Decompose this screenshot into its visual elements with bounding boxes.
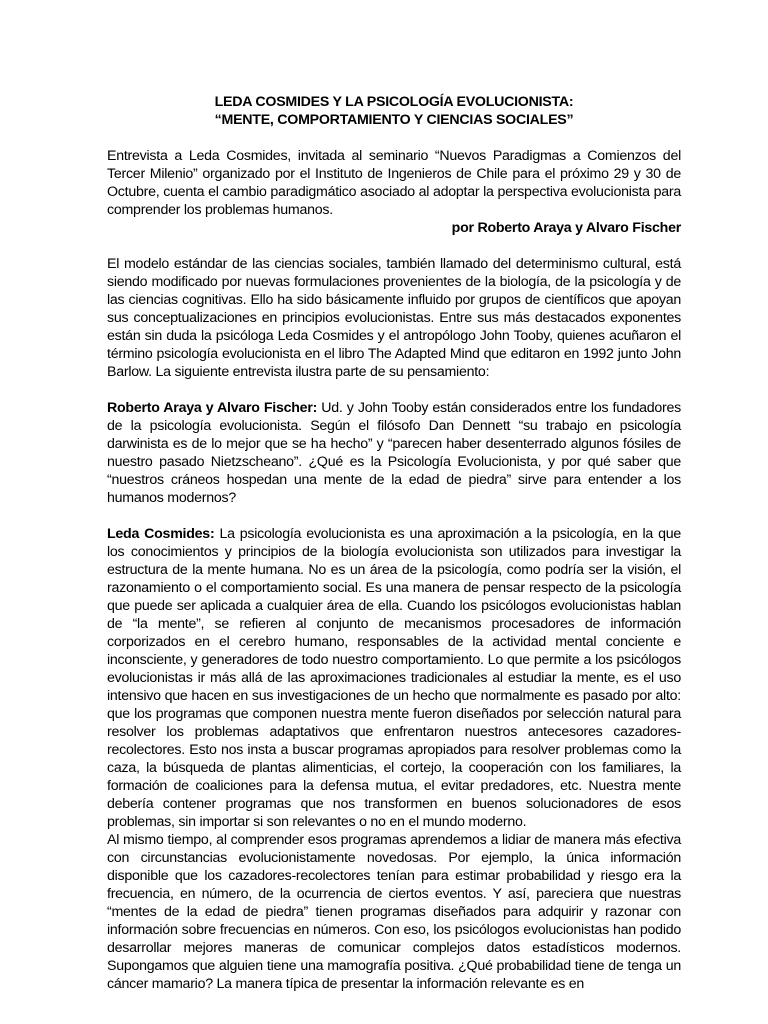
byline: por Roberto Araya y Alvaro Fischer	[451, 220, 681, 236]
title-line-2: “MENTE, COMPORTAMIENTO Y CIENCIAS SOCIALES”	[214, 112, 574, 128]
question-1	[107, 399, 681, 507]
answer-1	[107, 525, 681, 831]
answer-1-speaker: Leda Cosmides:	[107, 526, 215, 542]
intro-paragraph: Entrevista a Leda Cosmides, invitada al seminario “Nuevos Paradigmas a Comienzos del Tercer Milenio” organizado por el Instituto de Ingenieros de Chile para el próximo 29 y 30 de Octubre, cuenta el cambio paradigmático asociado al adoptar la perspectiva evolucionista para comprender los problemas humanos.	[107, 148, 681, 218]
answer-1-continued: Al mismo tiempo, al comprender esos programas aprendemos a lidiar de manera más efectiva con circunstancias evolucionistamente novedosas. Por ejemplo, la única información disponible que los cazadores-recolectores tenían para estimar probabilidad y riesgo era la frecuencia, en número, de la ocurrencia de ciertos eventos. Y así, pareciera que nuestras “mentes de la edad de piedra” tienen programas diseñados para adquirir y razonar con información sobre frecuencias en números. Con eso, los psicólogos evolucionistas han podido desarrollar mejores maneras de comunicar complejos datos estadísticos modernos. Supongamos que alguien tiene una mamografía positiva. ¿Qué probabilidad tiene de tenga un cáncer mamario? La manera típica de presentar la información relevante es en	[107, 832, 681, 992]
answer-1-text: La psicología evolucionista es una aproximación a la psicología, en la que los conocimientos y principios de la biología evolucionista son utilizados para investigar la estructura de la mente humana. No es un área de la psicología, como podría ser la visión, el razonamiento o el comportamiento social. Es una manera de pensar respecto de la psicología que puede ser aplicada a cualquier área de ella. Cuando los psicólogos evolucionistas hablan de “la mente”, se refieren al conjunto de mecanismos procesadores de información corporizados en el cerebro humano, responsables de la actividad mental conciente e inconsciente, y generadores de todo nuestro comportamiento. Lo que permite a los psicólogos evolucionistas ir más allá de las aproximaciones tradicionales al estudiar la mente, es el uso intensivo que hacen en sus investigaciones de un hecho que normalmente es pasado por alto: que los programas que componen nuestra mente fueron diseñados por selección natural para resolver los problemas adaptativos que enfrentaron nuestros antecesores cazadores-recolectores. Esto nos insta a buscar programas apropiados para resolver problemas como la caza, la búsqueda de plantas alimenticias, el cortejo, la cooperación con los familiares, la formación de coaliciones para la defensa mutua, el evitar predadores, etc. Nuestra mente debería contener programas que nos transformen en buenos solucionadores de esos problemas, sin importar si son relevantes o no en el mundo moderno.	[107, 526, 682, 830]
question-1-text: Ud. y John Tooby están considerados entre los fundadores de la psicología evolucionista. Según el filósofo Dan Dennett “su trabajo en psicología darwinista es de lo mejor que se ha hecho” y “parecen haber desenterrado algunos fósiles de nuestro pasado Nietzscheano”. ¿Qué es la Psicología Evolucionista, y por qué saber que “nuestros cráneos hospedan una mente de la edad de piedra” sirve para entender a los humanos modernos?	[107, 400, 682, 506]
paragraph-1: El modelo estándar de las ciencias sociales, también llamado del determinismo cultural, está siendo modificado por nuevas formulaciones provenientes de la biología, de la psicología y de las ciencias cognitivas. Ello ha sido básicamente influido por grupos de científicos que apoyan sus conceptualizaciones en principios evolucionistas. Entre sus más destacados exponentes están sin duda la psicóloga Leda Cosmides y el antropólogo John Tooby, quienes acuñaron el término psicología evolucionista en el libro The Adapted Mind que editaron en 1992 junto John Barlow. La siguiente entrevista ilustra parte de su pensamiento:	[107, 256, 681, 380]
question-1-speaker: Roberto Araya y Alvaro Fischer:	[107, 400, 318, 416]
document-title	[107, 93, 681, 129]
document-page	[107, 93, 681, 993]
title-line-1: LEDA COSMIDES Y LA PSICOLOGÍA EVOLUCIONISTA:	[214, 94, 574, 110]
